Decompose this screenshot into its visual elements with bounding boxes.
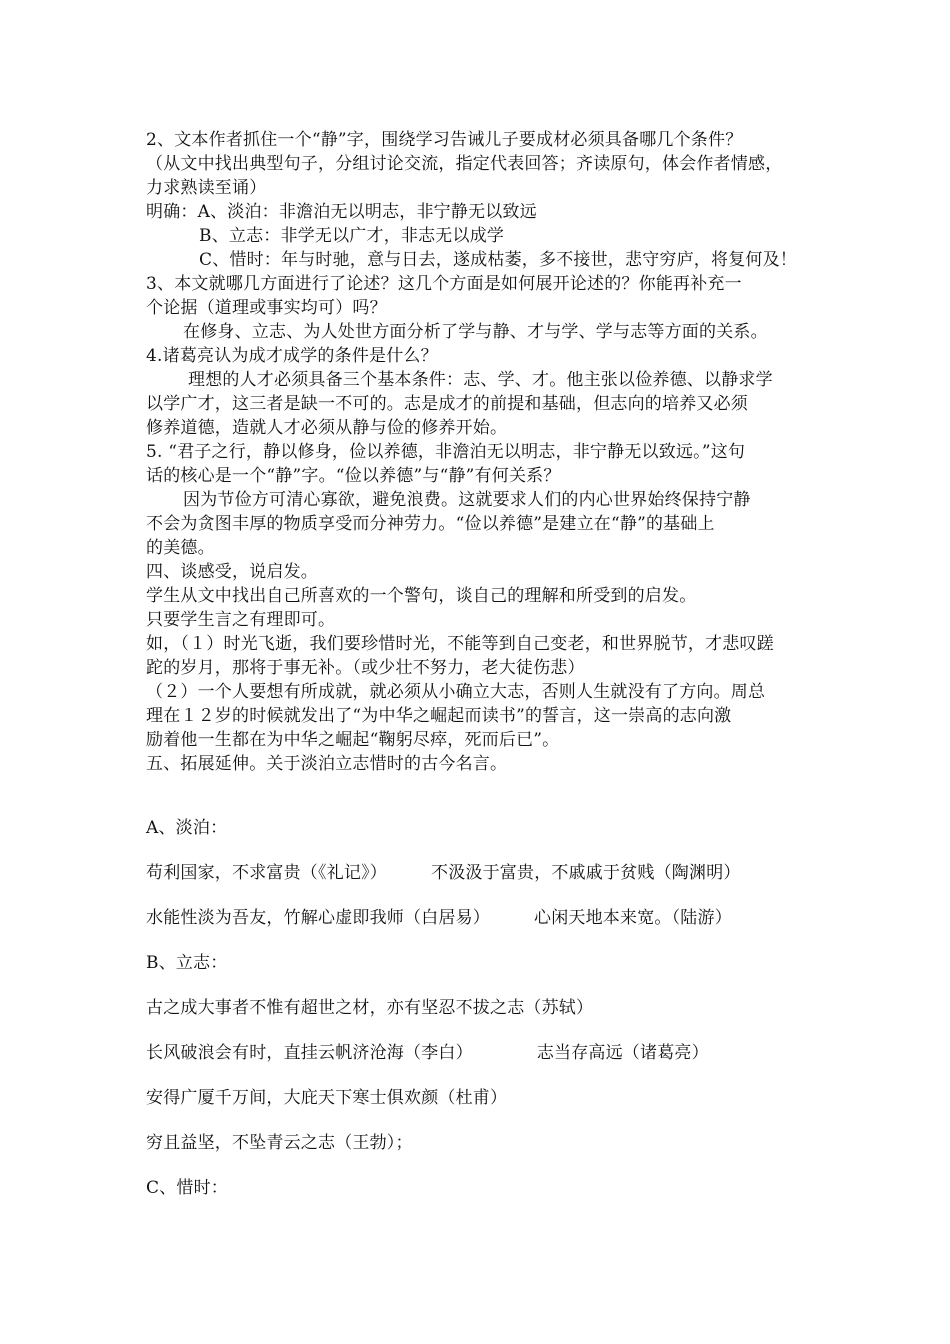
quote-li-bai: 长风破浪会有时，直挂云帆济沧海（李白）	[146, 1043, 473, 1063]
example-1-line-2: 跎的岁月，那将于事无补。（或少壮不努力，老大徒伤悲）	[146, 658, 585, 678]
quote-tao-yuanming: 不汲汲于富贵，不戚戚于贫贱（陶渊明）	[431, 863, 741, 883]
section-4-text-1: 学生从文中找出自己所喜欢的一个警句，谈自己的理解和所受到的启发。	[146, 586, 697, 606]
question-3-line-1: 3、本文就哪几方面进行了论述？这几个方面是如何展开论述的？你能再补充一	[146, 274, 742, 294]
quotes-c-heading: C、惜时：	[146, 1178, 229, 1198]
example-2-line-2: 理在１２岁的时候就发出了“为中华之崛起而读书”的誓言，这一崇高的志向激	[146, 706, 732, 726]
question-2-line-3: 力求熟读至诵）	[146, 178, 267, 198]
quotes-a-row-1	[146, 861, 826, 885]
answer-4-line-1: 理想的人才必须具备三个基本条件：志、学、才。他主张以俭养德、以静求学	[188, 370, 773, 390]
question-5-line-2: 话的核心是一个“静”字。“俭以养德”与“静”有何关系？	[146, 466, 561, 486]
answer-a-line: 明确：A、淡泊：非澹泊无以明志，非宁静无以致远	[146, 202, 537, 222]
question-2-line-2: （从文中找出典型句子，分组讨论交流，指定代表回答；齐读原句，体会作者情感，	[146, 154, 783, 174]
quotes-b-row-2	[146, 1041, 826, 1065]
answer-5-line-3: 的美德。	[146, 538, 215, 558]
quotes-b-heading: B、立志：	[146, 953, 228, 973]
example-2-line-1: （２）一个人要想有所成就，就必须从小确立大志，否则人生就没有了方向。周总	[146, 682, 766, 702]
answer-c-line: C、惜时：年与时驰，意与日去，遂成枯萎，多不接世，悲守穷庐，将复何及！	[199, 250, 798, 270]
section-4-text-2: 只要学生言之有理即可。	[146, 610, 336, 630]
quote-bai-juyi: 水能性淡为吾友，竹解心虚即我师（白居易）	[146, 908, 490, 928]
quote-wang-bo: 穷且益坚，不坠青云之志（王勃）；	[146, 1133, 413, 1153]
question-3-line-2: 个论据（道理或事实均可）吗？	[146, 298, 387, 318]
answer-3-line: 在修身、立志、为人处世方面分析了学与静、才与学、学与志等方面的关系。	[183, 322, 768, 342]
answer-4-line-3: 修养道德，造就人才必须从静与俭的修养开始。	[146, 418, 508, 438]
answer-4-line-2: 以学广才，这三者是缺一不可的。志是成才的前提和基础，但志向的培养又必须	[146, 394, 748, 414]
quotes-a-heading: A、淡泊：	[146, 818, 228, 838]
quote-lu-you: 心闲天地本来宽。（陆游）	[534, 908, 732, 928]
question-5-line-1: 5. “君子之行，静以修身，俭以养德，非澹泊无以明志，非宁静无以致远。”这句	[146, 442, 746, 462]
answer-5-line-1: 因为节俭方可清心寡欲，避免浪费。这就要求人们的内心世界始终保持宁静	[183, 490, 751, 510]
quote-su-shi: 古之成大事者不惟有超世之材，亦有坚忍不拔之志（苏轼）	[146, 998, 594, 1018]
question-2-line-1: 2、文本作者抓住一个“静”字，围绕学习告诫儿子要成材必须具备哪几个条件？	[146, 130, 743, 150]
question-4-line: 4.诸葛亮认为成才成学的条件是什么？	[146, 346, 438, 366]
quote-liji: 苟利国家，不求富贵（《礼记》）	[146, 863, 387, 883]
quote-du-fu: 安得广厦千万间，大庇天下寒士俱欢颜（杜甫）	[146, 1088, 508, 1108]
quotes-a-row-2	[146, 906, 826, 930]
section-4-heading: 四、谈感受，说启发。	[146, 562, 318, 582]
answer-5-line-2: 不会为贪图丰厚的物质享受而分神劳力。“俭以养德”是建立在“静”的基础上	[146, 514, 715, 534]
example-2-line-3: 励着他一生都在为中华之崛起“鞠躬尽瘁，死而后已”。	[146, 730, 560, 750]
section-5-heading: 五、拓展延伸。关于淡泊立志惜时的古今名言。	[146, 754, 508, 774]
example-1-line-1: 如，（１）时光飞逝，我们要珍惜时光，不能等到自己变老，和世界脱节，才悲叹蹉	[146, 634, 774, 654]
quote-zhuge-liang: 志当存高远（诸葛亮）	[536, 1043, 709, 1063]
answer-b-line: B、立志：非学无以广才，非志无以成学	[199, 226, 505, 246]
